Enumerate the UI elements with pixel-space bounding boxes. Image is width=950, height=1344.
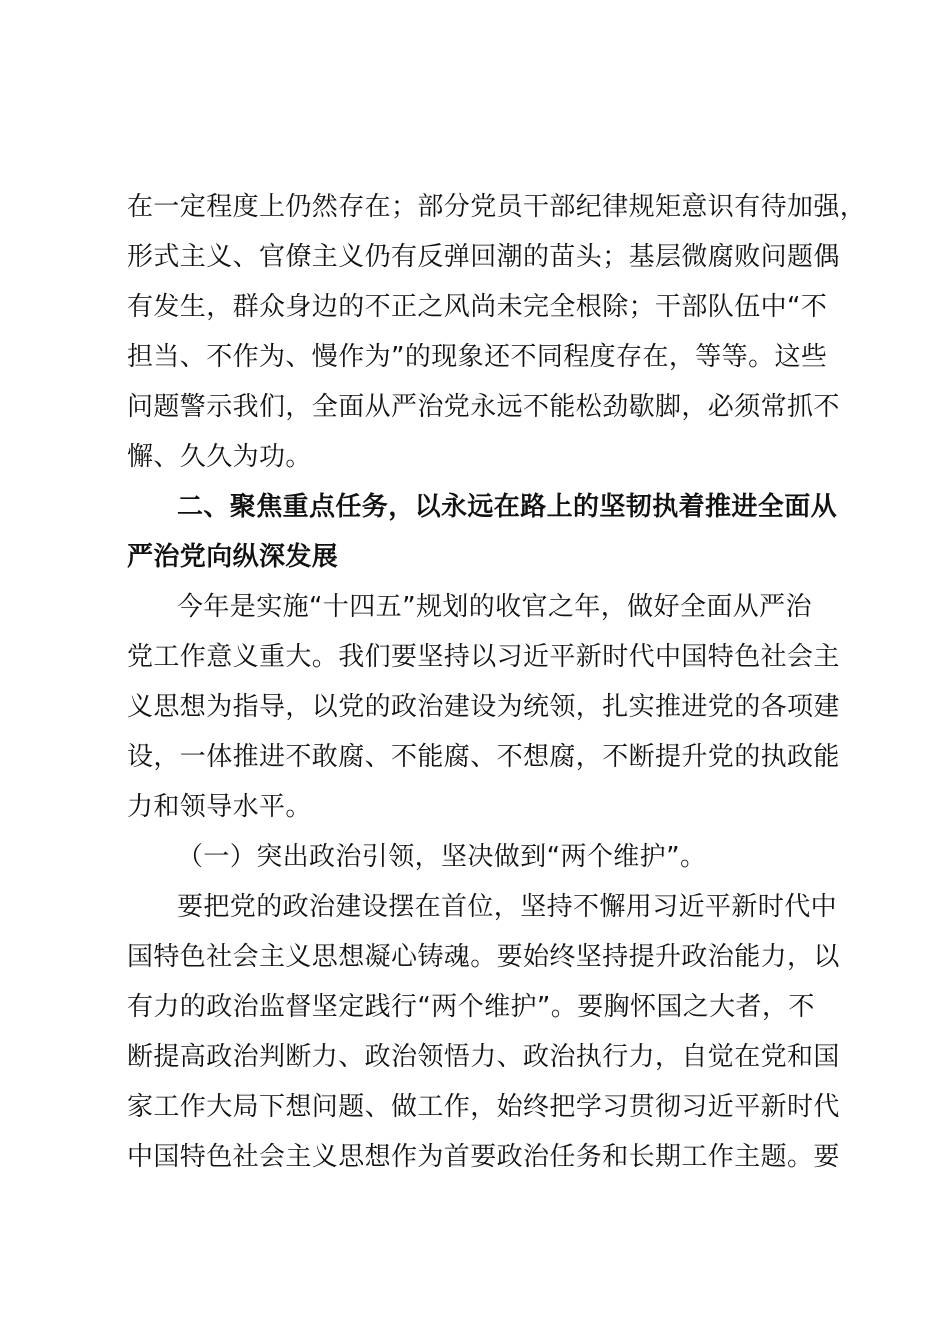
- body-text-line: 今年是实施“十四五”规划的收官之年，做好全面从严治: [177, 592, 812, 622]
- body-text-line: 问题警示我们，全面从严治党永远不能松劲歇脚，必须常抓不: [127, 392, 840, 422]
- body-text-line: 有力的政治监督坚定践行“两个维护”。要胸怀国之大者，不: [127, 992, 815, 1022]
- body-text-line: 形式主义、官僚主义仍有反弹回潮的苗头；基层微腐败问题偶: [127, 242, 840, 272]
- body-text-line: 设，一体推进不敢腐、不能腐、不想腐，不断提升党的执政能: [127, 742, 840, 772]
- section-heading-line: 严治党向纵深发展: [127, 542, 339, 572]
- body-text-line: 国特色社会主义思想凝心铸魂。要始终坚持提升政治能力，以: [127, 942, 840, 972]
- body-text-line: 在一定程度上仍然存在；部分党员干部纪律规矩意识有待加强，: [127, 192, 867, 222]
- body-text-line: 中国特色社会主义思想作为首要政治任务和长期工作主题。要: [127, 1142, 840, 1172]
- section-heading-line: 二、聚焦重点任务，以永远在路上的坚韧执着推进全面从: [177, 492, 838, 522]
- body-text-line: 家工作大局下想问题、做工作，始终把学习贯彻习近平新时代: [127, 1092, 840, 1122]
- body-text-line: 担当、不作为、慢作为”的现象还不同程度存在，等等。这些: [127, 342, 828, 372]
- body-text-line: 要把党的政治建设摆在首位，坚持不懈用习近平新时代中: [177, 892, 838, 922]
- body-text-line: 力和领导水平。: [127, 792, 312, 822]
- body-text-line: 党工作意义重大。我们要坚持以习近平新时代中国特色社会主: [127, 642, 840, 672]
- body-text-line: 懈、久久为功。: [127, 442, 312, 472]
- body-text-line: 义思想为指导，以党的政治建设为统领，扎实推进党的各项建: [127, 692, 840, 722]
- subsection-heading-line: （一）突出政治引领，坚决做到“两个维护”。: [177, 842, 707, 872]
- body-text-line: 断提高政治判断力、政治领悟力、政治执行力，自觉在党和国: [127, 1042, 840, 1072]
- body-text-line: 有发生，群众身边的不正之风尚未完全根除；干部队伍中“不: [127, 292, 828, 322]
